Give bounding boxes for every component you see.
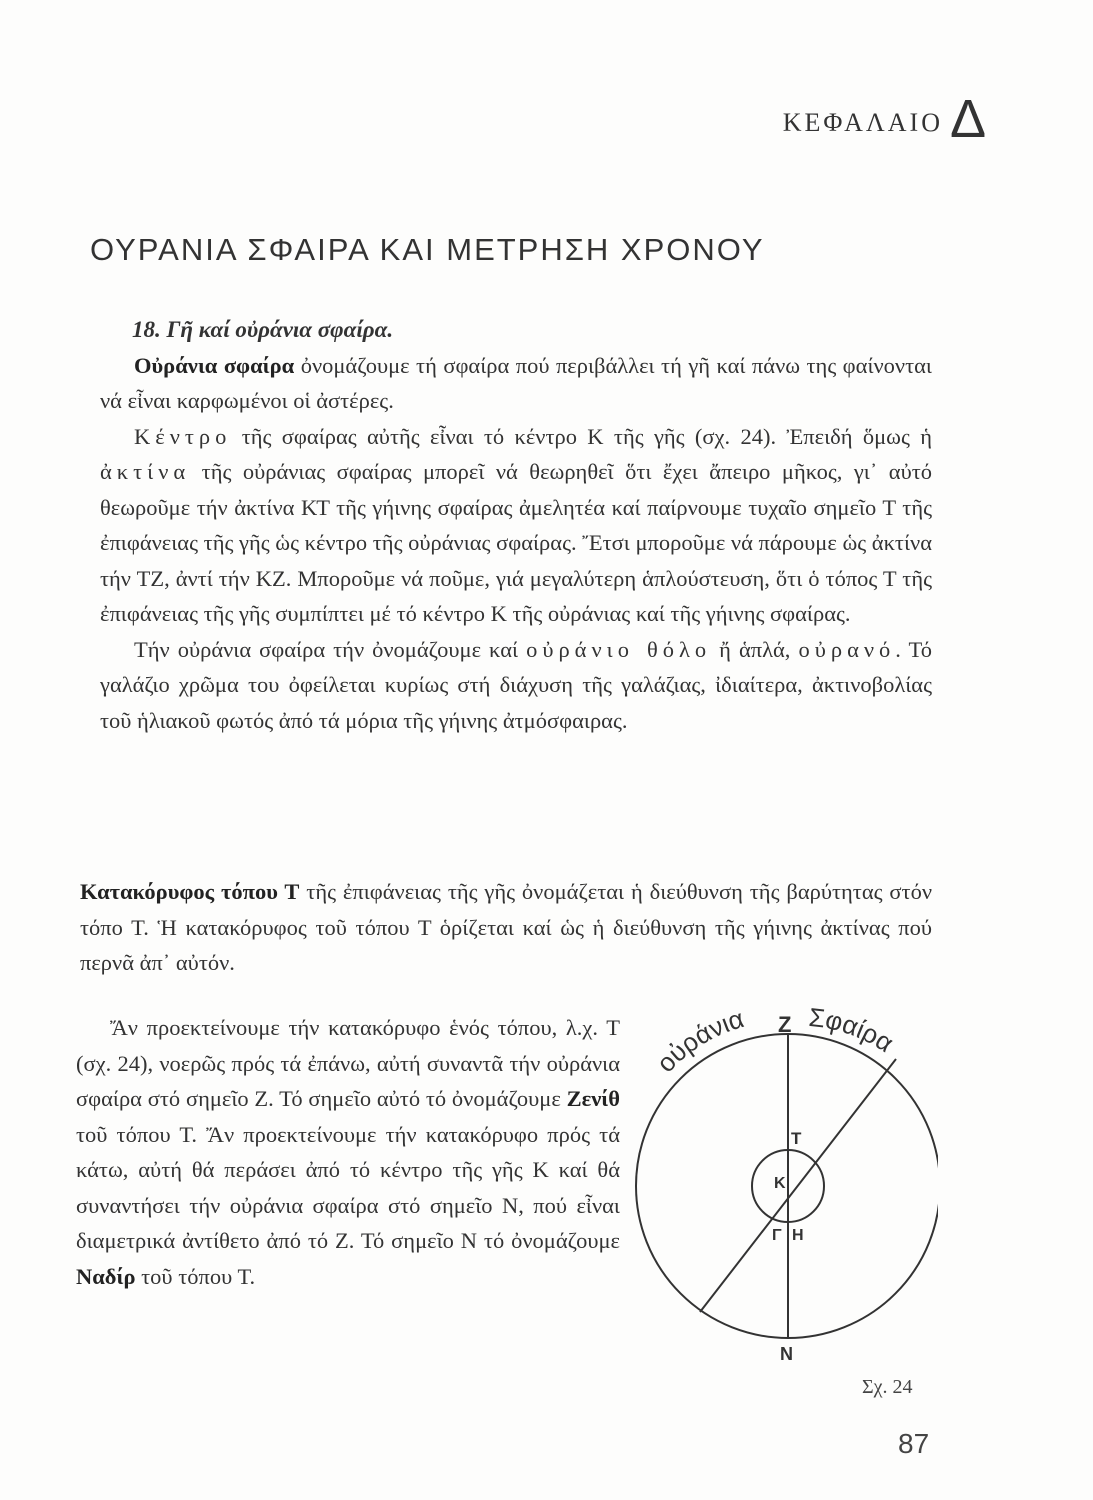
chapter-title: ΟΥΡΑΝΙΑ ΣΦΑΙΡΑ ΚΑΙ ΜΕΤΡΗΣΗ ΧΡΟΝΟΥ (90, 232, 765, 267)
spaced-term-radius: ἀκτίνα (100, 459, 191, 484)
label-zenith: Ζ (778, 1012, 792, 1037)
figure-caption: Σχ. 24 (862, 1376, 913, 1398)
paragraph-text: ἤ ἁπλά, (711, 636, 799, 662)
page-number: 87 (898, 1428, 930, 1459)
spaced-term-dome: οὐράνιο θόλο (526, 636, 712, 662)
paragraph-sky (100, 632, 932, 739)
label-celestial-right (807, 1004, 899, 1058)
term-zenith: Ζενίθ (566, 1086, 620, 1111)
celestial-sphere-figure (628, 1004, 938, 1434)
section-heading: 18. Γῆ καί οὐράνια σφαίρα. (132, 317, 394, 342)
paragraph-definition (100, 348, 932, 419)
label-celestial-right-path: Σφαίρα (807, 1004, 899, 1059)
paragraph-zenith-nadir (76, 1010, 620, 1294)
term-vertical: Κατακόρυφος τόπου Τ (80, 879, 300, 904)
term-nadir: Ναδίρ (76, 1263, 136, 1289)
paragraph-text: Ἄν προεκτείνουμε τήν κατακόρυφο ἑνός τόπου, λ.χ. Τ (σχ. 24), νοερῶς πρός τά ἐπάνω, αὐτή συναντᾶ τήν οὐράνια σφαίρα στό σημεῖο Ζ. Τό σημεῖο αὐτό τό ὀνομάζουμε (76, 1015, 620, 1111)
paragraph-text: τῆς ἐπιφάνειας τῆς γῆς ὀνομάζεται ἡ διεύθυνση τῆς βαρύτητας στόν τόπο Τ. Ἡ κατακόρυφος τοῦ τόπου Τ ὁρίζεται καί ὡς ἡ διεύθυνση τῆς γήινης ἀκτίνας πού περνᾶ ἀπ᾿ αὐτόν. (80, 879, 932, 975)
paragraph-text: . Τό γαλάζιο χρῶμα του ὀφείλεται κυρίως στή διάχυση τῆς γαλάζιας, ἰδιαίτερα, ἀκτινοβολίας τοῦ ἡλιακοῦ φωτός ἀπό τά μόρια τῆς γήινης ἀτμόσφαιρας. (100, 636, 932, 733)
section-celestial-sphere (100, 312, 932, 738)
label-celestial-left-path: οὐράνια (650, 1004, 748, 1079)
section-vertical (80, 874, 932, 981)
section-zenith-nadir (76, 1010, 620, 1294)
paragraph-vertical (80, 874, 932, 981)
chapter-label: ΚΕΦΑΛΑΙΟ (782, 108, 943, 137)
diagonal-line (700, 1059, 896, 1312)
paragraph-text: τῆς σφαίρας αὐτῆς εἶναι τό κέντρο Κ τῆς γῆς (σχ. 24). Ἐπειδή ὅμως ἡ (231, 423, 932, 449)
label-t: Τ (791, 1129, 802, 1148)
term-celestial-sphere: Οὐράνια σφαίρα (134, 352, 295, 378)
spaced-term-sky: οὐρανό (798, 636, 896, 662)
paragraph-text: τοῦ τόπου Τ. (135, 1263, 256, 1289)
chapter-letter: Δ (950, 89, 987, 149)
label-nadir: Ν (780, 1344, 793, 1364)
paragraph-text: τῆς οὐράνιας σφαίρας μπορεῖ νά θεωρηθεῖ ὅτι ἔχει ἄπειρο μῆκος, γι᾿ αὐτό θεωροῦμε τήν ἀκτίνα ΚΤ τῆς γήινης σφαίρας ἀμελητέα καί παίρνουμε τυχαῖο σημεῖο Τ τῆς ἐπιφάνειας τῆς γῆς ὡς κέντρο τῆς οὐράνιας σφαίρας. Ἔτσι μποροῦμε νά πάρουμε ὡς ἀκτίνα τήν ΤΖ, ἀντί τήν ΚΖ. Μποροῦμε νά ποῦμε, γιά μεγαλύτερη ἁπλούστευση, ὅτι ὁ τόπος Τ τῆς ἐπιφάνειας τῆς γῆς συμπίπτει μέ τό κέντρο Κ τῆς οὐράνιας καί τῆς γήινης σφαίρας. (100, 459, 932, 626)
paragraph-text: τοῦ τόπου Τ. Ἄν προεκτείνουμε τήν κατακόρυφο πρός τά κάτω, αὐτή θά περάσει ἀπό τό κέντρο τῆς γῆς Κ καί θά συναντήσει τήν οὐράνια σφαίρα στό σημεῖο Ν, πού εἶναι διαμετρικά ἀντίθετο ἀπό τό Ζ. Τό σημεῖο Ν τό ὀνομάζουμε (76, 1121, 620, 1253)
paragraph-text: ὀνομάζουμε τή σφαίρα πού περιβάλλει τή γῆ καί πάνω της φαίνονται νά εἶναι καρφωμένοι οἱ ἀστέρες. (100, 352, 932, 413)
label-k: Κ (774, 1175, 786, 1192)
spaced-term-center: Κέντρο (134, 423, 232, 449)
label-h: Η (792, 1227, 804, 1244)
label-g: Γ (772, 1227, 782, 1244)
paragraph-text: Τήν οὐράνια σφαίρα τήν ὀνομάζουμε καί (134, 636, 527, 662)
label-celestial-left (650, 1004, 747, 1078)
paragraph-center (100, 419, 932, 632)
